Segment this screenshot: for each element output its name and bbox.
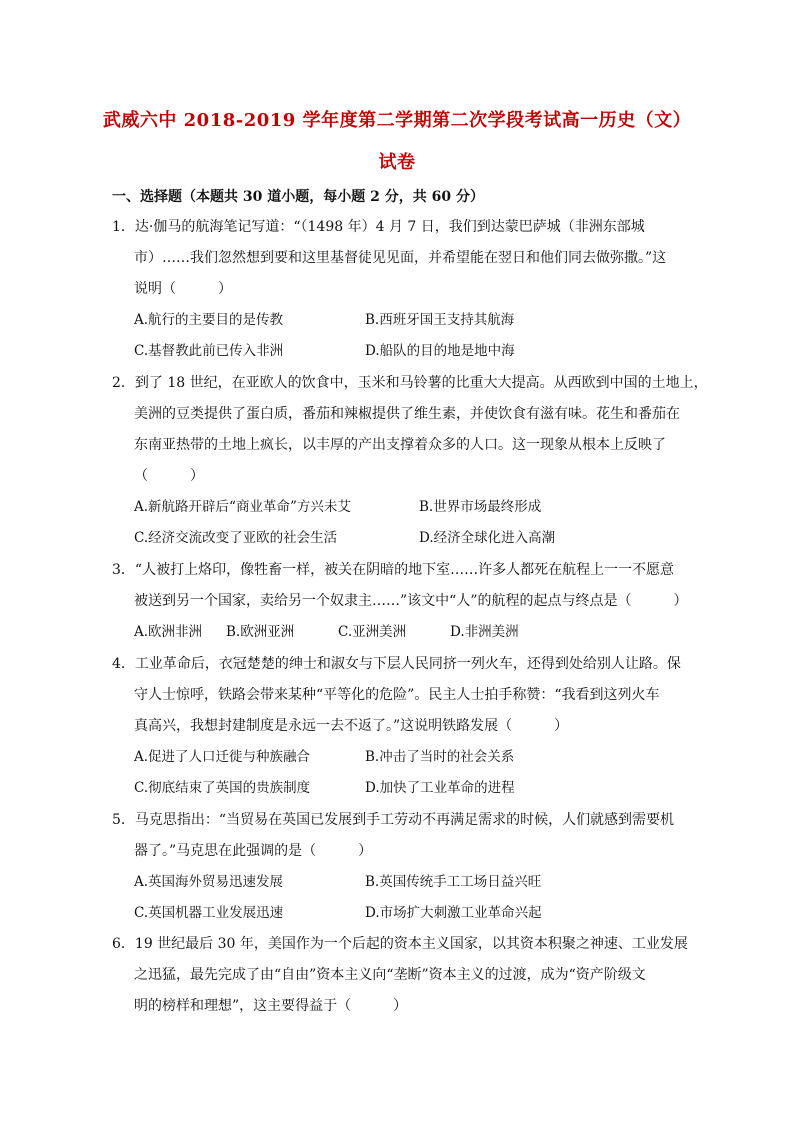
question-text: 器了。”马克思在此强调的是（ ） [134, 843, 373, 859]
option-c[interactable]: C.亚洲美洲 [338, 624, 407, 640]
question-4-options [134, 742, 515, 804]
question-1 [112, 212, 694, 305]
option-c[interactable]: C.经济交流改变了亚欧的社会生活 [134, 530, 338, 546]
option-d[interactable]: D.船队的目的地是地中海 [365, 343, 515, 359]
question-2 [112, 368, 708, 492]
question-6 [112, 929, 694, 1022]
question-5 [112, 805, 694, 867]
question-text: 美洲的豆类提供了蛋白质，番茄和辣椒提供了维生素，并使饮食有滋有味。花生和番茄在 [134, 406, 680, 422]
question-4 [112, 649, 694, 742]
question-5-options [134, 867, 542, 929]
option-c[interactable]: C.基督教此前已传入非洲 [134, 343, 284, 359]
question-text: 市）……我们忽然想到要和这里基督徒见见面，并希望能在翌日和他们同去做弥撒。”这 [134, 250, 667, 266]
question-text: 3．“人被打上烙印，像牲畜一样，被关在阴暗的地下室……许多人都死在航程上一一不愿意 [112, 562, 675, 578]
question-text: 说明（ ） [134, 281, 232, 297]
question-text: 真高兴，我想封建制度是永远一去不返了。”这说明铁路发展（ ） [134, 718, 569, 734]
option-d[interactable]: D.非洲美洲 [450, 624, 519, 640]
question-1-options [134, 305, 515, 367]
question-text: 4．工业革命后，衣冠楚楚的绅士和淑女与下层人民同挤一列火车，还得到处给别人让路。保 [112, 656, 681, 672]
question-text: 守人士惊呼，铁路会带来某种“平等化的危险”。民主人士拍手称赞：“我看到这列火车 [134, 687, 660, 703]
question-3-options [134, 617, 519, 648]
option-b[interactable]: B.英国传统手工工场日益兴旺 [365, 874, 542, 890]
option-b[interactable]: B.欧洲亚洲 [226, 624, 295, 640]
question-text: 东南亚热带的土地上疯长，以丰厚的产出支撑着众多的人口。这一现象从根本上反映了 [134, 437, 666, 453]
question-text: 被送到另一个国家，卖给另一个奴隶主……”该文中“人”的航程的起点与终点是（ ） [134, 593, 688, 609]
option-b[interactable]: B.世界市场最终形成 [419, 499, 542, 515]
option-a[interactable]: A.促进了人口迁徙与种族融合 [134, 749, 311, 765]
option-a[interactable]: A.英国海外贸易迅速发展 [134, 874, 284, 890]
option-d[interactable]: D.市场扩大刺激工业革命兴起 [365, 905, 542, 921]
option-c[interactable]: C.英国机器工业发展迅速 [134, 905, 284, 921]
option-a[interactable]: A.欧洲非洲 [134, 624, 203, 640]
question-text: 5．马克思指出：“当贸易在英国已发展到手工劳动不再满足需求的时候，人们就感到需要机 [112, 812, 675, 828]
question-2-options [134, 492, 555, 554]
option-a[interactable]: A.新航路开辟后“商业革命”方兴未艾 [134, 499, 351, 515]
exam-title: 武威六中 2018-2019 学年度第二学期第二次学段考试高一历史（文） [102, 110, 692, 131]
question-text: 之迅猛，最先完成了由“自由”资本主义向“垄断”资本主义的过渡，成为“资产阶级文 [134, 967, 646, 983]
question-text: 6．19 世纪最后 30 年，美国作为一个后起的资本主义国家，以其资本积聚之神速、工业发展 [112, 936, 688, 952]
question-3 [112, 555, 694, 617]
option-d[interactable]: D.加快了工业革命的进程 [365, 780, 515, 796]
option-d[interactable]: D.经济全球化进入高潮 [419, 530, 556, 546]
question-text: 1．达·伽马的航海笔记写道：“（1498 年）4 月 7 日，我们到达蒙巴萨城（非洲东部城 [112, 219, 645, 235]
exam-title-continued: 试卷 [378, 152, 416, 173]
question-text: 明的榜样和理想”，这主要得益于（ ） [134, 998, 408, 1014]
question-text: 2．到了 18 世纪，在亚欧人的饮食中，玉米和马铃薯的比重大大提高。从西欧到中国的土地上， [112, 375, 708, 391]
option-b[interactable]: B.冲击了当时的社会关系 [365, 749, 515, 765]
section-heading: 一、选择题（本题共 30 道小题，每小题 2 分，共 60 分） [112, 189, 484, 205]
option-b[interactable]: B.西班牙国王支持其航海 [365, 312, 515, 328]
option-a[interactable]: A.航行的主要目的是传教 [134, 312, 284, 328]
question-text: （ ） [134, 468, 204, 484]
option-c[interactable]: C.彻底结束了英国的贵族制度 [134, 780, 311, 796]
